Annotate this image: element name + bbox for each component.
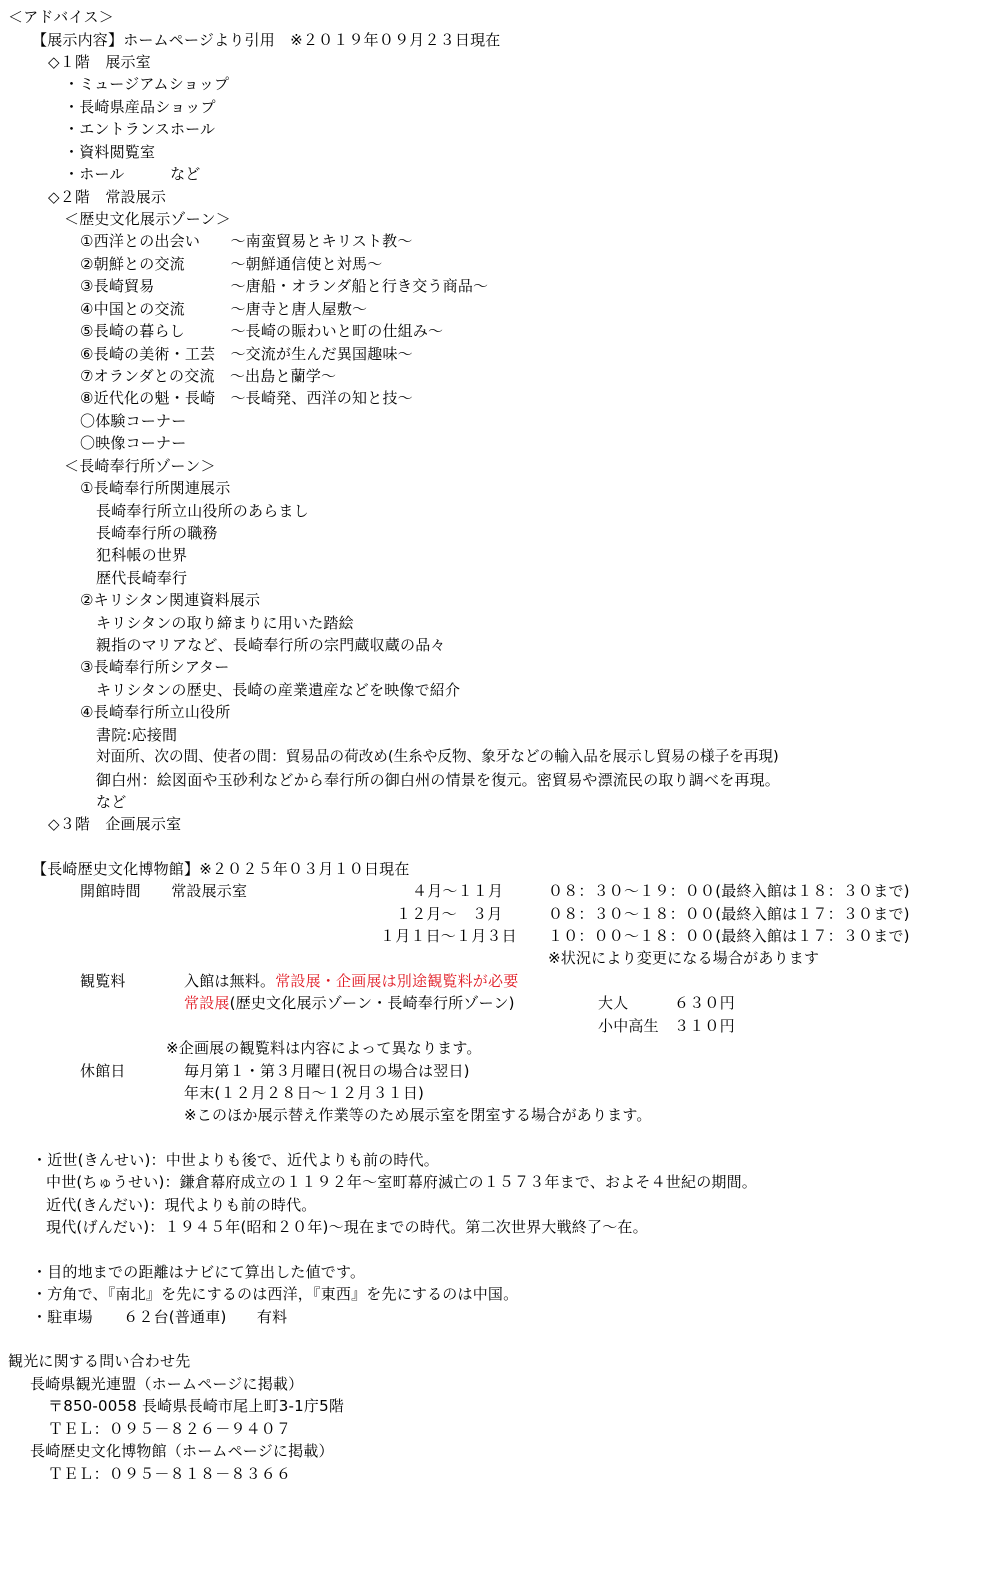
floor-1-item: ・ホール など (64, 165, 201, 183)
magistrate-zone-item: ①長崎奉行所関連展示 (80, 479, 231, 497)
museum-section-heading: 【長崎歴史文化博物館】※２０２５年０３月１０日現在 (32, 860, 410, 878)
era-note: ・近世(きんせい)：中世よりも後で、近代よりも前の時代。 (32, 1151, 440, 1169)
history-zone-heading: ＜歴史文化展示ゾーン＞ (64, 210, 231, 228)
era-note: 中世(ちゅうせい)：鎌倉幕府成立の１１９２年～室町幕府滅亡の１５７３年まで、およそ４世紀の期間。 (46, 1173, 758, 1191)
admission-free-text (184, 970, 518, 992)
magistrate-zone-subitem: 書院:応接間 (96, 726, 178, 744)
hours-period: １月１日～１月３日 (380, 927, 517, 945)
hours-period: ４月～１１月 (412, 882, 504, 900)
era-note: 近代(きんだい)：現代よりも前の時代。 (46, 1196, 317, 1214)
history-zone-item: ⑥長崎の美術・工芸 ～交流が生んだ異国趣味～ (80, 345, 413, 363)
floor-1-item: ・資料閲覧室 (64, 143, 156, 161)
floor-1-item: ・エントランスホール (64, 120, 216, 138)
history-zone-item: ②朝鮮との交流 ～朝鮮通信使と対馬～ (80, 255, 383, 273)
floor-2-heading: ◇２階 常設展示 (48, 188, 167, 206)
contact-org: 長崎県観光連盟（ホームページに掲載） (30, 1375, 304, 1393)
special-exhibit-fee-note: ※企画展の観覧料は内容によって異なります。 (166, 1039, 482, 1057)
advice-heading: ＜アドバイス＞ (8, 8, 114, 26)
magistrate-zone-subitem: 対面所、次の間、使者の間：貿易品の荷改め(生糸や反物、象牙などの輸入品を展示し貿易の様子を再現) (96, 748, 779, 765)
floor-1-heading: ◇１階 展示室 (48, 53, 151, 71)
history-zone-item: ⑧近代化の魁・長崎 ～長崎発、西洋の知と技～ (80, 389, 413, 407)
history-zone-item: ④中国との交流 ～唐寺と唐人屋敷～ (80, 300, 368, 318)
magistrate-zone-item: ②キリシタン関連資料展示 (80, 591, 261, 609)
magistrate-zone-subitem: 御白州：絵図面や玉砂利などから奉行所の御白州の情景を復元。密貿易や漂流民の取り調べを再現。 (96, 771, 781, 789)
admission-free: 入館は無料。 (184, 972, 276, 990)
magistrate-zone-subitem: 長崎奉行所立山役所のあらまし (96, 502, 309, 520)
magistrate-zone-subitem: キリシタンの取り締まりに用いた踏絵 (96, 614, 354, 632)
hours-period: １２月～ ３月 (396, 905, 503, 923)
exhibit-section-heading: 【展示内容】ホームページより引用 ※２０１９年０９月２３日現在 (32, 31, 501, 49)
fee-adult: 大人 ６３０円 (598, 994, 735, 1012)
permanent-fee-line (184, 992, 515, 1014)
history-zone-item: ③長崎貿易 ～唐船・オランダ船と行き交う商品～ (80, 277, 489, 295)
hours-time: ０８：３０～１９：００(最終入館は１８：３０まで) (548, 882, 910, 900)
admission-extra-fee-note: 常設展・企画展は別途観覧料が必要 (275, 972, 519, 990)
contact-heading: 観光に関する問い合わせ先 (8, 1352, 191, 1370)
fee-student: 小中高生 ３１０円 (598, 1017, 735, 1035)
distance-note: ・目的地までの距離はナビにて算出した値です。 (32, 1263, 366, 1281)
parking-note: ・駐車場 ６２台(普通車) 有料 (32, 1308, 288, 1326)
closed-days-item: 毎月第１・第３月曜日(祝日の場合は翌日) (184, 1062, 470, 1080)
history-zone-item: 〇映像コーナー (80, 434, 187, 452)
hours-note: ※状況により変更になる場合があります (548, 949, 820, 967)
magistrate-zone-heading: ＜長崎奉行所ゾーン＞ (64, 457, 216, 475)
magistrate-zone-subitem: 歴代長崎奉行 (96, 569, 188, 587)
closed-days-label: 休館日 (80, 1062, 126, 1080)
floor-1-item: ・長崎県産品ショップ (64, 98, 216, 116)
magistrate-zone-subitem: 犯科帳の世界 (96, 546, 188, 564)
hours-time: １０：００～１８：００(最終入館は１７：３０まで) (548, 927, 910, 945)
permanent-exhibit-label: 常設展 (184, 994, 230, 1012)
admission-label: 観覧料 (80, 972, 126, 990)
contact-phone: ＴＥＬ：０９５－８２６－９４０７ (48, 1420, 292, 1438)
era-note: 現代(げんだい)：１９４５年(昭和２０年)～現在までの時代。第二次世界大戦終了～在。 (46, 1218, 648, 1236)
floor-3-heading: ◇３階 企画展示室 (48, 815, 182, 833)
permanent-exhibit-zones: (歴史文化展示ゾーン・長崎奉行所ゾーン) (229, 994, 515, 1012)
magistrate-zone-item: ③長崎奉行所シアター (80, 658, 230, 676)
history-zone-item: ⑤長崎の暮らし ～長崎の賑わいと町の仕組み～ (80, 322, 444, 340)
direction-note: ・方角で、『南北』を先にするのは西洋，『東西』を先にするのは中国。 (32, 1285, 519, 1303)
closed-days-item: 年末(１２月２８日～１２月３１日) (184, 1084, 425, 1102)
closed-days-note: ※このほか展示替え作業等のため展示室を閉室する場合があります。 (184, 1106, 652, 1124)
magistrate-zone-subitem: 長崎奉行所の職務 (96, 524, 218, 542)
opening-hours-label: 開館時間 常設展示室 (80, 882, 248, 900)
floor-1-item: ・ミュージアムショップ (64, 75, 230, 93)
magistrate-zone-subitem: など (96, 793, 127, 811)
contact-org: 長崎歴史文化博物館（ホームページに掲載） (30, 1442, 334, 1460)
contact-address: 〒850-0058 長崎県長崎市尾上町3-1庁5階 (48, 1397, 345, 1415)
history-zone-item: ①西洋との出会い ～南蛮貿易とキリスト教～ (80, 232, 413, 250)
contact-phone: ＴＥＬ：０９５－８１８－８３６６ (48, 1465, 292, 1483)
history-zone-item: 〇体験コーナー (80, 412, 187, 430)
history-zone-item: ⑦オランダとの交流 ～出島と蘭学～ (80, 367, 337, 385)
magistrate-zone-item: ④長崎奉行所立山役所 (80, 703, 231, 721)
hours-time: ０８：３０～１８：００(最終入館は１７：３０まで) (548, 905, 910, 923)
magistrate-zone-subitem: 親指のマリアなど、長崎奉行所の宗門蔵収蔵の品々 (96, 636, 446, 654)
magistrate-zone-subitem: キリシタンの歴史、長崎の産業遺産などを映像で紹介 (96, 681, 461, 699)
